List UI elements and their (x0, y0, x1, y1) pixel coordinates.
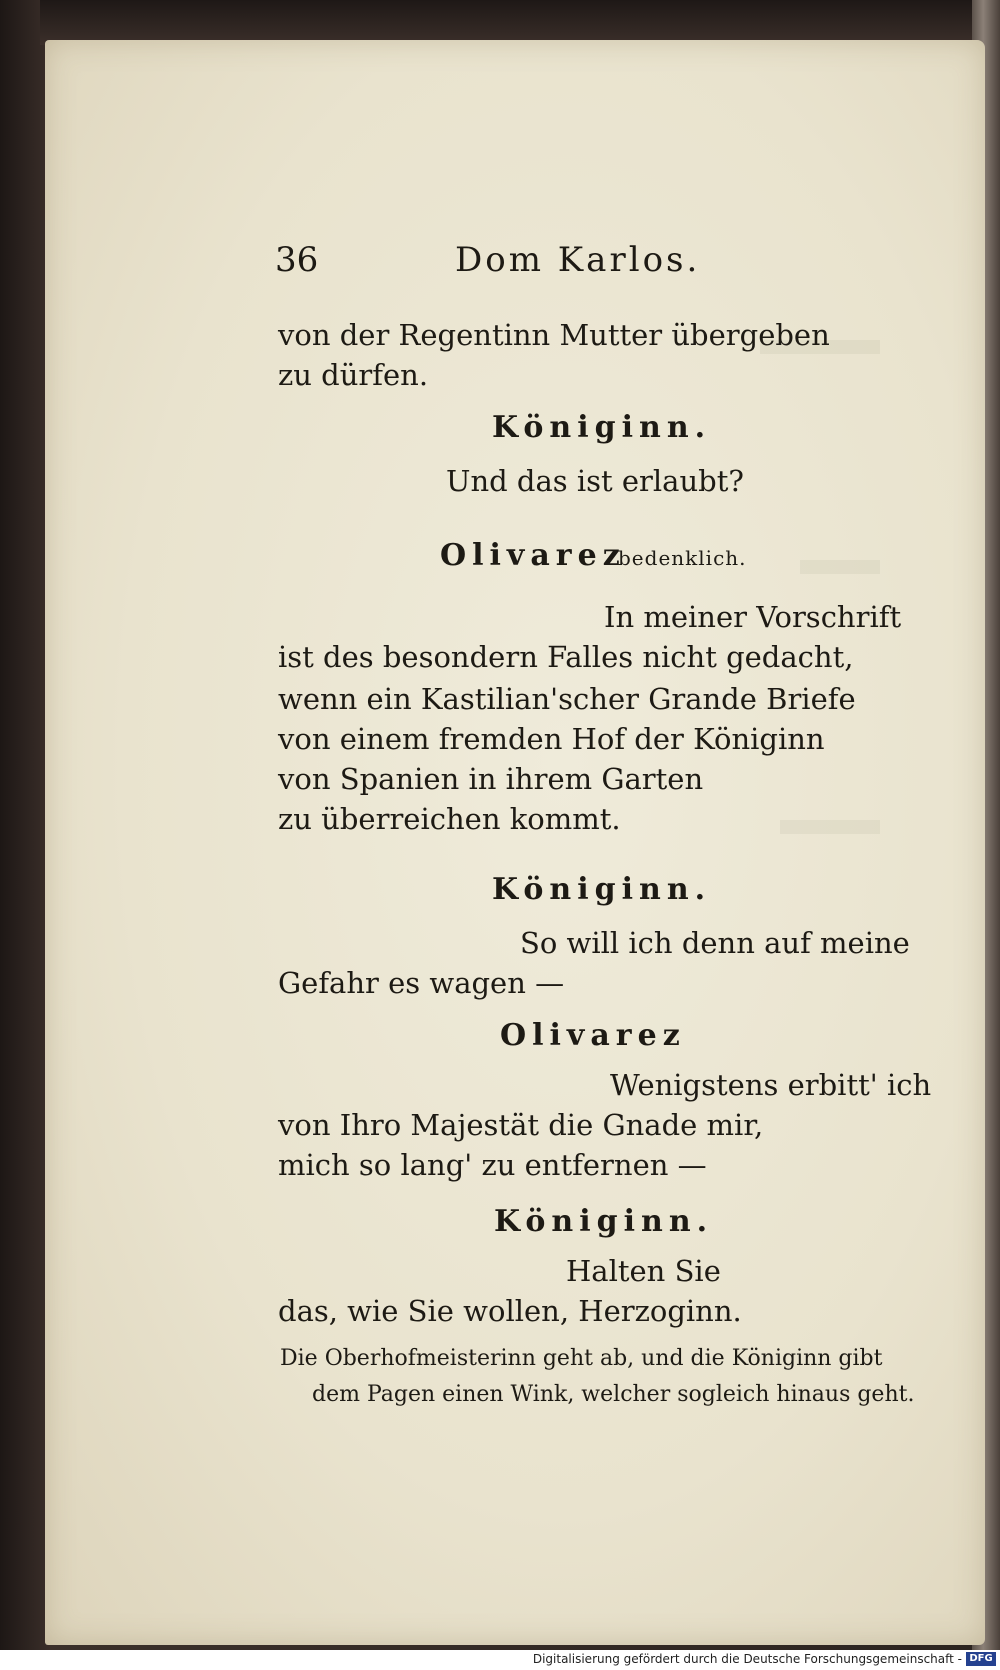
page-number: 36 (275, 240, 319, 280)
verse-line: zu überreichen kommt. (278, 802, 621, 836)
running-title: Dom Karlos. (455, 240, 701, 280)
verse-line: ist des besondern Falles nicht gedacht, (278, 640, 854, 674)
stage-direction: dem Pagen einen Wink, welcher sogleich hinaus geht. (312, 1382, 915, 1407)
speaker-name: Olivarez (500, 1018, 686, 1053)
verse-line: von Spanien in ihrem Garten (278, 762, 704, 796)
verse-line: von der Regentinn Mutter übergeben (278, 318, 830, 352)
verse-line: von einem fremden Hof der Königinn (278, 722, 825, 756)
stage-direction: bedenklich. (618, 546, 747, 570)
speaker-name: Königinn. (494, 1204, 714, 1239)
speaker-name: Olivarez (440, 538, 626, 573)
verse-line: zu dürfen. (278, 358, 429, 392)
verse-line: wenn ein Kastilian'scher Grande Briefe (278, 682, 856, 716)
funding-credit: Digitalisierung gefördert durch die Deutsche Forschungsgemeinschaft - (532, 1652, 962, 1666)
stage-direction: Die Oberhofmeisterinn geht ab, und die Königinn gibt (280, 1346, 883, 1371)
verse-line: von Ihro Majestät die Gnade mir, (278, 1108, 764, 1142)
verse-line: In meiner Vorschrift (604, 600, 902, 634)
speaker-name: Königinn. (492, 410, 712, 445)
verse-line: So will ich denn auf meine (520, 926, 910, 960)
book-spine (0, 0, 50, 1650)
book-top-edge (40, 0, 1000, 45)
bleed-through-mark (800, 560, 880, 574)
verse-line: mich so lang' zu entfernen — (278, 1148, 707, 1182)
verse-line: Halten Sie (566, 1254, 721, 1288)
speaker-name: Königinn. (492, 872, 712, 907)
verse-line: Gefahr es wagen — (278, 966, 565, 1000)
verse-line: Wenigstens erbitt' ich (610, 1068, 932, 1102)
bleed-through-mark (780, 820, 880, 834)
verse-line: das, wie Sie wollen, Herzoginn. (278, 1294, 742, 1328)
dfg-logo: DFG (966, 1652, 996, 1666)
verse-line: Und das ist erlaubt? (446, 464, 744, 498)
